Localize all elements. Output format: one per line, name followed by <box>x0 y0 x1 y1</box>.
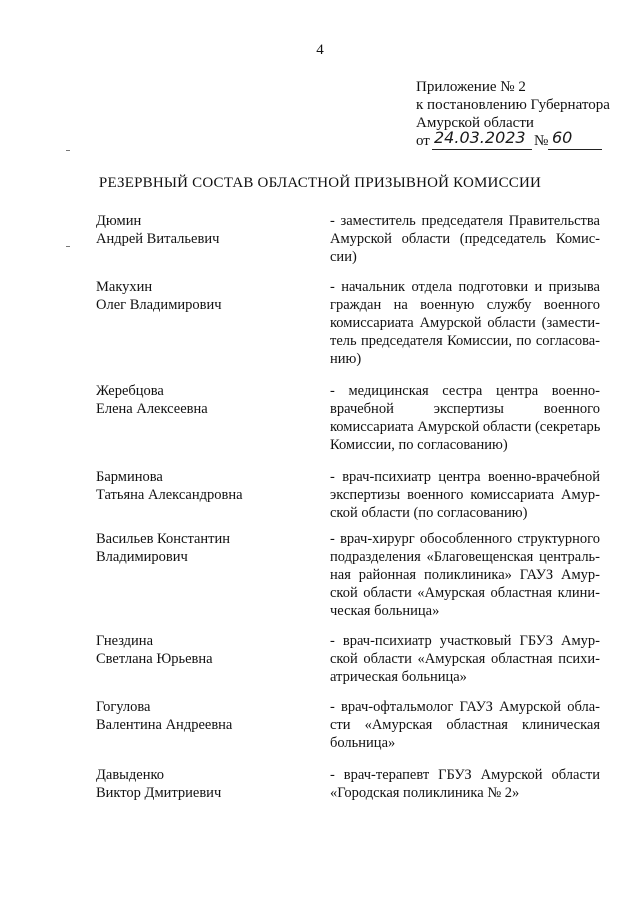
member-role-line: - начальник отдела подготовки и призыва <box>330 279 600 295</box>
member-name-line: Макухин <box>96 279 153 295</box>
member-role <box>330 530 600 620</box>
member-role <box>330 698 600 752</box>
member-role <box>330 212 600 266</box>
handwritten-number: 60 <box>552 128 573 147</box>
member-role-line: - заместитель председателя Правительства <box>330 213 600 229</box>
member-role <box>330 632 600 686</box>
member-role <box>330 766 600 802</box>
member-role-line: Амурской области (председатель Комис- <box>330 231 600 247</box>
number-sign: № <box>534 133 549 149</box>
appendix-block <box>416 78 610 152</box>
margin-mark <box>66 150 70 151</box>
member-role <box>330 468 600 522</box>
member-role-line: - медицинская сестра центра военно- <box>330 383 600 399</box>
page-number: 4 <box>316 42 324 58</box>
member-name-line: Светлана Юрьевна <box>96 651 213 667</box>
handwritten-date: 24.03.2023 <box>434 128 526 147</box>
member-role-line: комиссариата Амурской области (замести- <box>330 315 600 331</box>
member-role-line: нию) <box>330 351 362 367</box>
member-name-line: Олег Владимирович <box>96 297 222 313</box>
member-role-line: - врач-терапевт ГБУЗ Амурской области <box>330 767 600 783</box>
member-role-line: ческая больница» <box>330 603 440 619</box>
member-name-line: Барминова <box>96 469 163 485</box>
member-role-line: сии) <box>330 249 357 265</box>
member-role-line: экспертизы военного комиссариата Амур- <box>330 487 600 503</box>
member-name <box>96 212 306 248</box>
member-name-line: Валентина Андреевна <box>96 717 233 733</box>
date-underline <box>432 149 532 150</box>
member-role-line: тель председателя Комиссии, по согласова- <box>330 333 600 349</box>
member-name <box>96 468 306 504</box>
member-role-line: Комиссии, по согласованию) <box>330 437 508 453</box>
appendix-region: Амурской области <box>416 115 534 131</box>
appendix-date-number-line <box>416 128 610 152</box>
number-underline <box>548 149 602 150</box>
member-role-line: комиссариата Амурской области (секретарь <box>330 419 601 435</box>
member-role-line: ской области (по согласованию) <box>330 505 528 521</box>
member-name-line: Елена Алексеевна <box>96 401 208 417</box>
date-prefix: от <box>416 133 430 149</box>
member-name-line: Андрей Витальевич <box>96 231 220 247</box>
member-name-line: Владимирович <box>96 549 188 565</box>
appendix-title: Приложение № 2 <box>416 79 526 95</box>
member-role <box>330 382 600 454</box>
member-role-line: подразделения «Благовещенская централь- <box>330 549 600 565</box>
member-name-line: Жеребцова <box>96 383 164 399</box>
member-name-line: Давыденко <box>96 767 165 783</box>
member-name <box>96 766 306 802</box>
member-role-line: ской области «Амурская областная психи- <box>330 651 600 667</box>
member-name <box>96 278 306 314</box>
appendix-reference: к постановлению Губернатора <box>416 97 610 113</box>
member-name <box>96 698 306 734</box>
member-name <box>96 632 306 668</box>
member-name-line: Дюмин <box>96 213 142 229</box>
member-role-line: - врач-офтальмолог ГАУЗ Амурской обла- <box>330 699 600 715</box>
member-role-line: - врач-хирург обособленного структурного <box>330 531 600 547</box>
member-role <box>330 278 600 368</box>
member-role-line: атрическая больница» <box>330 669 467 685</box>
member-role-line: - врач-психиатр участковый ГБУЗ Амур- <box>330 633 600 649</box>
document-title: РЕЗЕРВНЫЙ СОСТАВ ОБЛАСТНОЙ ПРИЗЫВНОЙ КОМИССИИ <box>98 175 542 191</box>
member-name-line: Гогулова <box>96 699 151 715</box>
member-name <box>96 530 306 566</box>
margin-mark <box>66 246 70 247</box>
member-name-line: Виктор Дмитриевич <box>96 785 222 801</box>
member-name-line: Гнездина <box>96 633 154 649</box>
member-role-line: - врач-психиатр центра военно-врачебной <box>330 469 600 485</box>
member-role-line: сти «Амурская областная клиническая <box>330 717 600 733</box>
member-role-line: граждан на военную службу военного <box>330 297 600 313</box>
member-name-line: Васильев Константин <box>96 531 231 547</box>
member-role-line: ской области «Амурская областная клини- <box>330 585 600 601</box>
member-role-line: врачебной экспертизы военного <box>330 401 600 417</box>
member-name-line: Татьяна Александровна <box>96 487 243 503</box>
member-role-line: «Городская поликлиника № 2» <box>330 785 520 801</box>
member-role-line: ная районная поликлиника» ГАУЗ Амур- <box>330 567 600 583</box>
member-name <box>96 382 306 418</box>
member-role-line: больница» <box>330 735 396 751</box>
